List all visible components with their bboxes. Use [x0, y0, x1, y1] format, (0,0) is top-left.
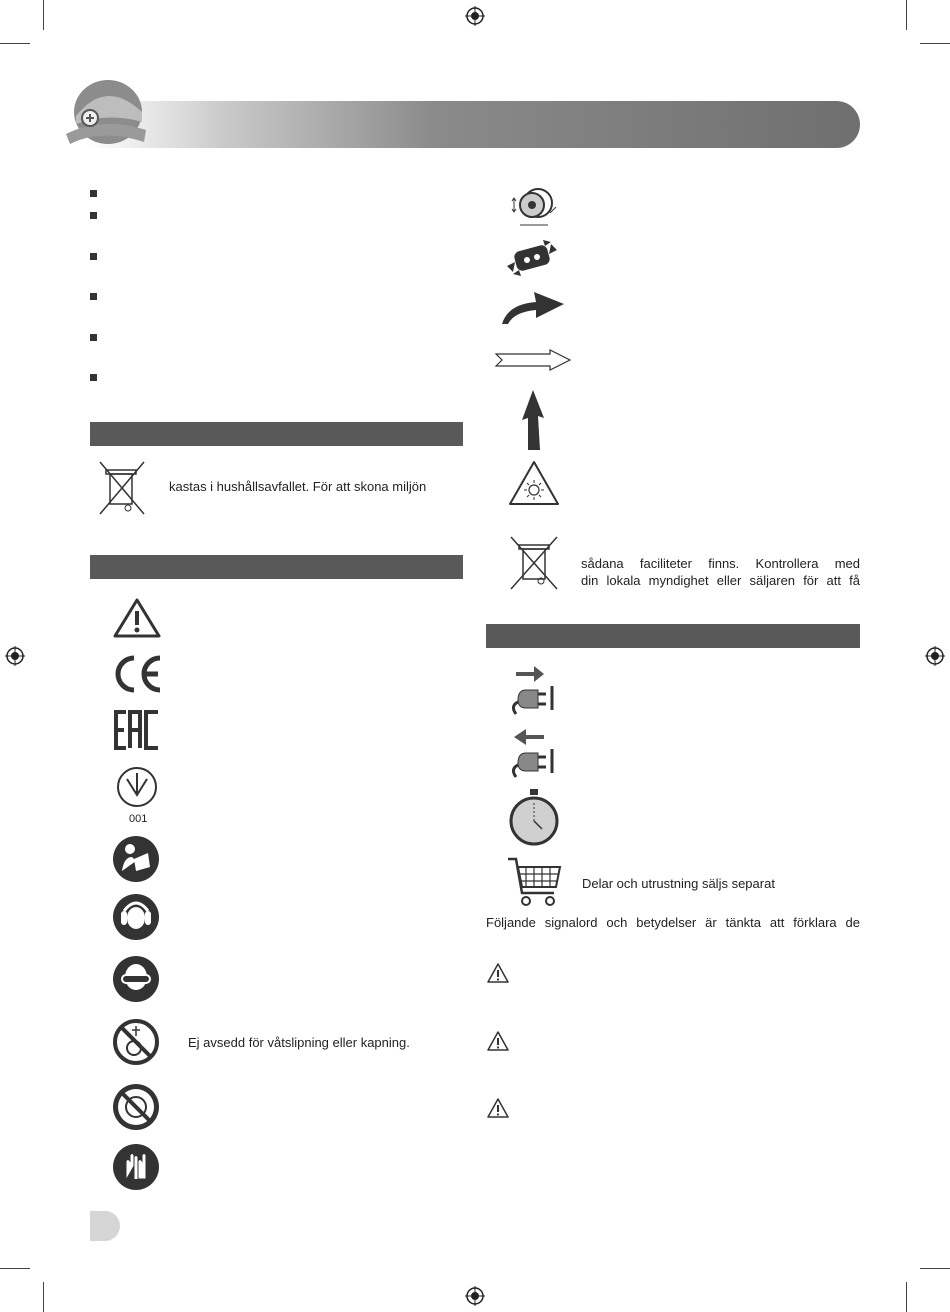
list-bullet: [90, 334, 97, 341]
page-number-tab: [90, 1211, 120, 1241]
up-arrow-icon: [520, 388, 546, 452]
crop-mark: [0, 1268, 30, 1269]
eac-mark-icon: [114, 710, 160, 750]
weee-text-right-line2: din lokala myndighet eller säljaren för att få: [581, 573, 860, 588]
stopwatch-icon: [508, 787, 560, 847]
registration-mark-icon: [465, 6, 485, 26]
accessories-text: Delar och utrustning säljs separat: [582, 876, 775, 891]
list-bullet: [90, 293, 97, 300]
header-bar: [88, 101, 860, 148]
warning-triangle-icon: [112, 597, 162, 639]
section-bar: [486, 624, 860, 648]
read-manual-icon: [112, 835, 160, 883]
signal-words-text: Följande signalord och betydelser är tänkta att förklara de: [486, 915, 860, 930]
unplug-icon: [508, 725, 560, 779]
list-bullet: [90, 374, 97, 381]
weee-text-right-line1: sådana faciliteter finns. Kontrollera med: [581, 556, 860, 571]
light-hazard-icon: [508, 460, 560, 506]
curved-arrow-icon: [500, 290, 566, 326]
weee-bin-icon: [96, 460, 148, 516]
crop-mark: [43, 1282, 44, 1312]
ukrainian-conformity-mark-icon: [115, 765, 159, 809]
warning-triangle-icon: [486, 962, 510, 984]
warning-triangle-icon: [486, 1097, 510, 1119]
plug-in-icon: [508, 662, 560, 716]
crop-mark: [906, 0, 907, 30]
safety-helmet-icon: [62, 72, 148, 150]
registration-mark-icon: [925, 646, 945, 666]
weee-bin-icon: [507, 535, 561, 591]
no-cutting-disc-icon: [112, 1083, 160, 1131]
registration-mark-icon: [465, 1286, 485, 1306]
shopping-cart-icon: [506, 857, 564, 909]
outline-arrow-icon: [494, 349, 572, 371]
list-bullet: [90, 212, 97, 219]
crop-mark: [920, 43, 950, 44]
eye-protection-icon: [112, 955, 160, 1003]
ukrainian-mark-code: 001: [129, 813, 148, 825]
no-wet-grinding-icon: [112, 1018, 160, 1066]
list-bullet: [90, 190, 97, 197]
registration-mark-icon: [5, 646, 25, 666]
section-bar: [90, 555, 463, 579]
ear-protection-icon: [112, 893, 160, 941]
rotate-device-icon: [503, 238, 561, 278]
wet-grinding-text: Ej avsedd för våtslipning eller kapning.: [188, 1035, 410, 1050]
list-bullet: [90, 253, 97, 260]
warning-triangle-icon: [486, 1030, 510, 1052]
crop-mark: [0, 43, 30, 44]
weee-text-left: kastas i hushållsavfallet. För att skona miljön: [169, 479, 427, 494]
adjust-orientation-icon: [508, 185, 560, 231]
crop-mark: [43, 0, 44, 30]
crop-mark: [920, 1268, 950, 1269]
crop-mark: [906, 1282, 907, 1312]
section-bar: [90, 422, 463, 446]
gloves-icon: [112, 1143, 160, 1191]
ce-mark-icon: [110, 654, 164, 694]
